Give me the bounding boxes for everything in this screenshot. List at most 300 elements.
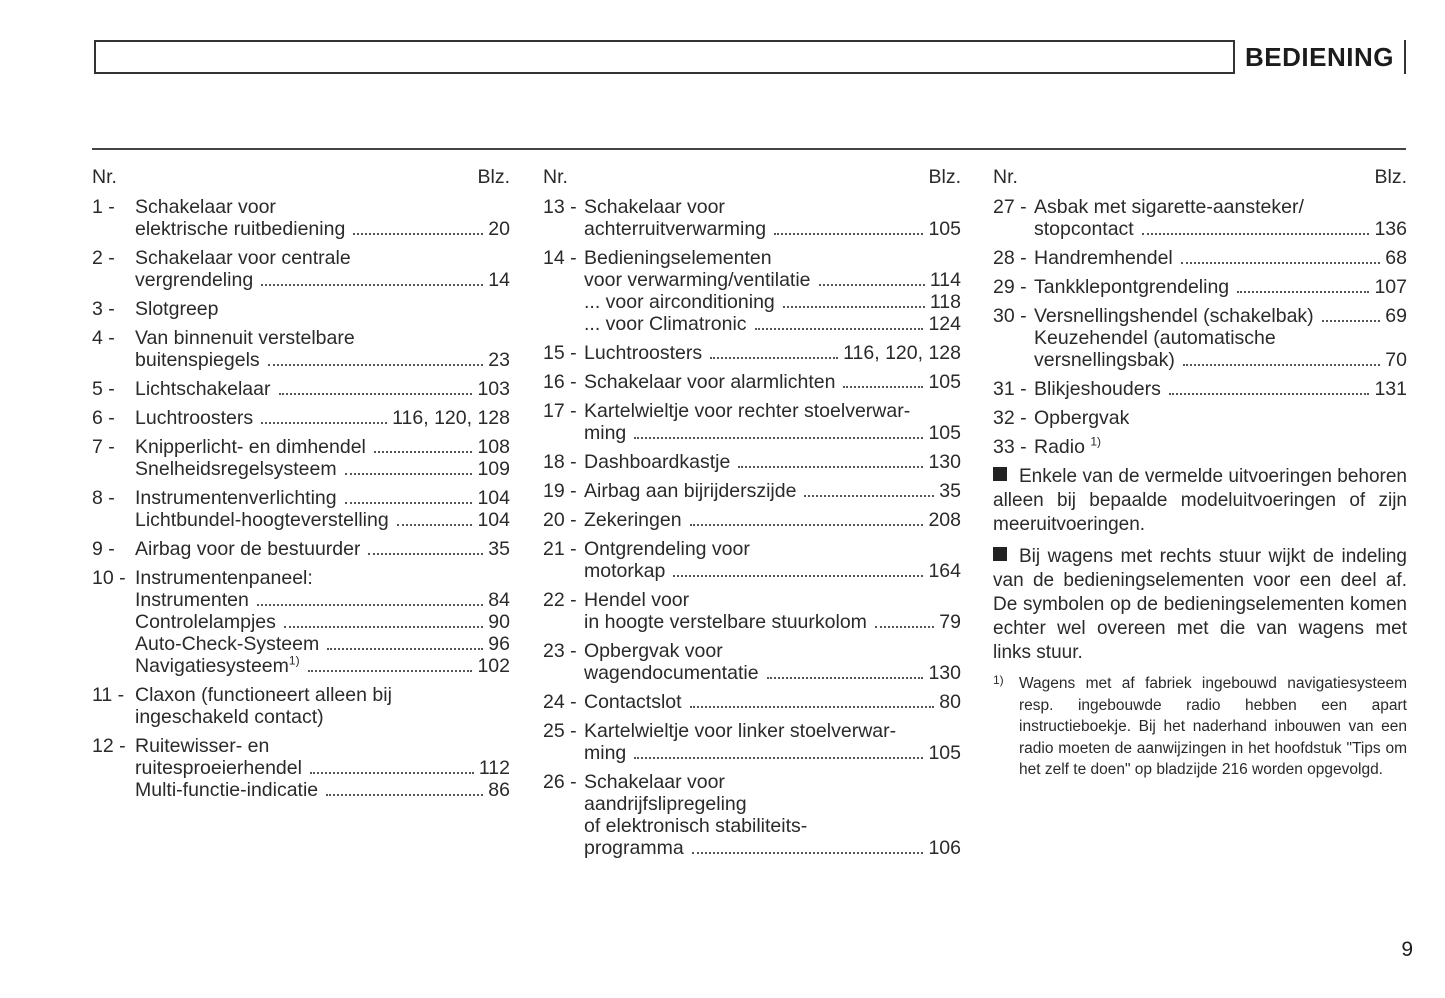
dot-leader bbox=[774, 233, 923, 235]
legend-entry bbox=[92, 684, 510, 728]
entry-label: Schakelaar voor alarmlichten bbox=[584, 371, 836, 393]
entry-body bbox=[1034, 436, 1407, 458]
dot-leader bbox=[374, 451, 473, 453]
page-ref: 105 bbox=[928, 422, 961, 444]
entry-label: Tankklepontgrendeling bbox=[1034, 276, 1230, 298]
blz-header: Blz. bbox=[1374, 166, 1407, 188]
entry-line bbox=[135, 684, 510, 706]
entry-number: 5 - bbox=[92, 378, 115, 400]
page-ref: 23 bbox=[488, 349, 510, 371]
entry-number: 29 - bbox=[993, 276, 1027, 298]
page-ref: 107 bbox=[1374, 276, 1407, 298]
page-ref: 103 bbox=[477, 378, 510, 400]
entry-text bbox=[135, 269, 253, 291]
entry-body bbox=[584, 400, 961, 444]
entry-text bbox=[135, 757, 302, 779]
entry-text bbox=[135, 247, 351, 269]
dot-leader bbox=[310, 772, 474, 774]
blz-header: Blz. bbox=[928, 166, 961, 188]
dot-leader bbox=[843, 386, 923, 388]
entry-number: 26 - bbox=[543, 771, 577, 793]
entry-line bbox=[584, 218, 961, 240]
entry-label: ingeschakeld contact) bbox=[135, 706, 324, 728]
entry-line bbox=[584, 560, 961, 582]
square-bullet-icon bbox=[993, 467, 1007, 481]
legend-entry bbox=[543, 400, 961, 444]
entry-text bbox=[135, 779, 318, 801]
page-ref: 80 bbox=[939, 691, 961, 713]
entry-label: achterruitverwarming bbox=[584, 218, 767, 240]
entry-number: 7 - bbox=[92, 436, 115, 458]
entry-text bbox=[135, 684, 392, 706]
page-ref: 68 bbox=[1385, 247, 1407, 269]
dot-leader bbox=[710, 357, 838, 359]
entry-label: Luchtroosters bbox=[135, 407, 254, 429]
entry-body bbox=[584, 480, 961, 502]
entry-label: of elektronisch stabiliteits- bbox=[584, 815, 808, 837]
dot-leader bbox=[397, 524, 473, 526]
nr-header: Nr. bbox=[543, 166, 568, 188]
page-ref: 84 bbox=[488, 589, 510, 611]
footnote bbox=[993, 673, 1407, 781]
footnote-ref: 1) bbox=[288, 655, 300, 668]
entry-text bbox=[135, 706, 324, 728]
entry-label: Airbag aan bijrijderszijde bbox=[584, 480, 797, 502]
entry-label: Multi-functie-indicatie bbox=[135, 779, 319, 801]
entry-text bbox=[135, 327, 355, 349]
entry-number: 31 - bbox=[993, 378, 1027, 400]
entry-body bbox=[135, 407, 510, 429]
page-ref: 69 bbox=[1385, 305, 1407, 327]
entry-line bbox=[584, 371, 961, 393]
dot-leader bbox=[1142, 233, 1370, 235]
dot-leader bbox=[738, 466, 923, 468]
legend-entries bbox=[993, 166, 1407, 458]
dot-leader bbox=[634, 437, 923, 439]
entry-line bbox=[135, 349, 510, 371]
entry-text bbox=[1034, 247, 1173, 269]
entry-text bbox=[584, 422, 626, 444]
entry-label: Kartelwieltje voor linker stoelverwar- bbox=[584, 720, 897, 742]
legend-entry bbox=[543, 720, 961, 764]
entry-label: Controlelampjes bbox=[135, 611, 276, 633]
entry-text bbox=[1034, 327, 1276, 349]
dot-leader bbox=[690, 524, 924, 526]
entry-text bbox=[135, 436, 366, 458]
entry-number: 22 - bbox=[543, 589, 577, 611]
entry-line bbox=[584, 509, 961, 531]
entry-number: 16 - bbox=[543, 371, 577, 393]
entry-text bbox=[135, 218, 345, 240]
entry-label: motorkap bbox=[584, 560, 666, 582]
entry-line bbox=[135, 218, 510, 240]
entry-label: elektrische ruitbediening bbox=[135, 218, 346, 240]
dot-leader bbox=[690, 706, 935, 708]
entry-body bbox=[135, 487, 510, 531]
entry-body bbox=[1034, 305, 1407, 371]
entry-number: 23 - bbox=[543, 640, 577, 662]
entry-text bbox=[135, 735, 269, 757]
entry-label: Slotgreep bbox=[135, 298, 219, 320]
legend-column-1 bbox=[92, 166, 510, 808]
page-ref: 130 bbox=[928, 451, 961, 473]
legend-entry bbox=[543, 342, 961, 364]
entry-label: vergrendeling bbox=[135, 269, 254, 291]
dot-leader bbox=[268, 364, 484, 366]
legend-entry bbox=[92, 298, 510, 320]
entry-label: Claxon (functioneert alleen bij bbox=[135, 684, 392, 706]
legend-entry bbox=[993, 436, 1407, 458]
entry-text bbox=[584, 560, 665, 582]
entry-line bbox=[135, 735, 510, 757]
entry-line bbox=[135, 458, 510, 480]
dot-leader bbox=[875, 626, 934, 628]
legend-entry bbox=[92, 567, 510, 677]
page-ref: 90 bbox=[488, 611, 510, 633]
legend-entry bbox=[92, 735, 510, 801]
entry-body bbox=[135, 247, 510, 291]
page-ref: 20 bbox=[488, 218, 510, 240]
entry-line bbox=[135, 589, 510, 611]
entry-text bbox=[584, 640, 723, 662]
legend-column-2 bbox=[543, 166, 961, 866]
entry-text bbox=[584, 400, 910, 422]
entry-label: Instrumentenverlichting bbox=[135, 487, 337, 509]
entry-number: 25 - bbox=[543, 720, 577, 742]
entry-label: Navigatiesysteem bbox=[135, 655, 289, 677]
entry-line bbox=[584, 837, 961, 859]
entry-line bbox=[1034, 218, 1407, 240]
page-ref: 131 bbox=[1374, 378, 1407, 400]
entry-label: in hoogte verstelbare stuurkolom bbox=[584, 611, 867, 633]
entry-line bbox=[135, 407, 510, 429]
dot-leader bbox=[1322, 320, 1381, 322]
entry-text bbox=[584, 662, 759, 684]
legend-entry bbox=[993, 276, 1407, 298]
entry-line bbox=[135, 611, 510, 633]
entry-text bbox=[584, 342, 702, 364]
nr-header: Nr. bbox=[92, 166, 117, 188]
page-ref: 130 bbox=[928, 662, 961, 684]
page-ref: 86 bbox=[488, 779, 510, 801]
entry-label: Instrumentenpaneel: bbox=[135, 567, 313, 589]
entry-line bbox=[135, 269, 510, 291]
page-ref: 164 bbox=[928, 560, 961, 582]
entry-body bbox=[135, 436, 510, 480]
entry-number: 10 - bbox=[92, 567, 126, 589]
entry-line bbox=[584, 342, 961, 364]
dot-leader bbox=[261, 422, 387, 424]
legend-entry bbox=[92, 327, 510, 371]
legend-entry bbox=[92, 487, 510, 531]
entry-label: Schakelaar voor centrale bbox=[135, 247, 351, 269]
entry-label: Ontgrendeling voor bbox=[584, 538, 750, 560]
entry-number: 1 - bbox=[92, 196, 115, 218]
entry-number: 27 - bbox=[993, 196, 1027, 218]
dot-leader bbox=[1181, 262, 1381, 264]
dot-leader bbox=[345, 502, 473, 504]
entry-number: 17 - bbox=[543, 400, 577, 422]
entry-line bbox=[584, 691, 961, 713]
square-bullet-icon bbox=[993, 547, 1007, 561]
entry-line bbox=[135, 706, 510, 728]
entry-text bbox=[1034, 436, 1101, 458]
entry-body bbox=[135, 684, 510, 728]
entry-line bbox=[135, 509, 510, 531]
entry-body bbox=[584, 771, 961, 859]
dot-leader bbox=[368, 553, 483, 555]
entry-label: Radio bbox=[1034, 436, 1091, 458]
dot-leader bbox=[1183, 364, 1380, 366]
entry-number: 13 - bbox=[543, 196, 577, 218]
entry-label: ruitesproeierhendel bbox=[135, 757, 302, 779]
legend-entry bbox=[993, 196, 1407, 240]
entry-text bbox=[584, 771, 725, 793]
page-ref: 109 bbox=[477, 458, 510, 480]
entry-number: 32 - bbox=[993, 407, 1027, 429]
entry-line bbox=[135, 378, 510, 400]
entry-line bbox=[584, 269, 961, 291]
dot-leader bbox=[819, 284, 925, 286]
legend-entry bbox=[993, 378, 1407, 400]
entry-text bbox=[584, 538, 750, 560]
entry-line bbox=[584, 742, 961, 764]
page-ref: 35 bbox=[939, 480, 961, 502]
entry-label: Schakelaar voor bbox=[135, 196, 276, 218]
entry-line bbox=[135, 487, 510, 509]
entry-line bbox=[1034, 305, 1407, 327]
page-ref: 96 bbox=[488, 633, 510, 655]
page-number: 9 bbox=[1401, 938, 1413, 961]
dot-leader bbox=[279, 393, 473, 395]
dot-leader bbox=[261, 284, 483, 286]
entry-body bbox=[584, 640, 961, 684]
entry-body bbox=[135, 567, 510, 677]
entry-text bbox=[584, 371, 835, 393]
entry-body bbox=[584, 538, 961, 582]
entry-number: 14 - bbox=[543, 247, 577, 269]
entry-text bbox=[135, 458, 337, 480]
entry-label: Luchtroosters bbox=[584, 342, 703, 364]
entry-number: 11 - bbox=[92, 684, 125, 706]
entry-label: Dashboardkastje bbox=[584, 451, 731, 473]
page-ref: 136 bbox=[1374, 218, 1407, 240]
entry-label: ming bbox=[584, 742, 627, 764]
entry-line bbox=[1034, 407, 1407, 429]
column-header bbox=[543, 166, 961, 188]
dot-leader bbox=[755, 328, 924, 330]
entry-body bbox=[1034, 276, 1407, 298]
entry-text bbox=[584, 291, 775, 313]
entry-text bbox=[584, 313, 747, 335]
legend-entry bbox=[92, 378, 510, 400]
entry-line bbox=[1034, 276, 1407, 298]
entry-label: Versnellingshendel (schakelbak) bbox=[1034, 305, 1314, 327]
legend-entry bbox=[92, 436, 510, 480]
dot-leader bbox=[804, 495, 934, 497]
entry-number: 19 - bbox=[543, 480, 577, 502]
entry-line bbox=[1034, 436, 1407, 458]
entry-label: Contactslot bbox=[584, 691, 682, 713]
page-ref: 105 bbox=[928, 371, 961, 393]
footnote-ref: 1) bbox=[1090, 436, 1102, 449]
entry-text bbox=[584, 218, 766, 240]
entry-line bbox=[584, 313, 961, 335]
entry-number: 9 - bbox=[92, 538, 115, 560]
page-ref: 35 bbox=[488, 538, 510, 560]
entry-text bbox=[584, 691, 682, 713]
entry-text bbox=[135, 611, 276, 633]
entry-line bbox=[135, 538, 510, 560]
page-ref: 108 bbox=[477, 436, 510, 458]
entry-text bbox=[135, 407, 253, 429]
entry-line bbox=[135, 633, 510, 655]
entry-line bbox=[584, 771, 961, 793]
entry-body bbox=[135, 378, 510, 400]
legend-column-3 bbox=[993, 166, 1407, 781]
entry-text bbox=[584, 611, 867, 633]
page-ref: 102 bbox=[477, 655, 510, 677]
entry-line bbox=[135, 436, 510, 458]
entry-number: 33 - bbox=[993, 436, 1027, 458]
entry-line bbox=[1034, 196, 1407, 218]
entry-label: Airbag voor de bestuurder bbox=[135, 538, 361, 560]
entry-line bbox=[584, 247, 961, 269]
entry-number: 15 - bbox=[543, 342, 577, 364]
entry-label: Van binnenuit verstelbare bbox=[135, 327, 355, 349]
entry-body bbox=[584, 342, 961, 364]
dot-leader bbox=[692, 852, 924, 854]
entry-body bbox=[584, 247, 961, 335]
entry-body bbox=[584, 509, 961, 531]
legend-entry bbox=[993, 407, 1407, 429]
entry-text bbox=[135, 509, 389, 531]
entry-line bbox=[584, 589, 961, 611]
page-ref: 118 bbox=[929, 291, 961, 313]
entry-line bbox=[584, 422, 961, 444]
dot-leader bbox=[767, 677, 924, 679]
dot-leader bbox=[783, 306, 925, 308]
entry-text bbox=[584, 451, 730, 473]
entry-body bbox=[1034, 247, 1407, 269]
entry-label: Schakelaar voor bbox=[584, 196, 725, 218]
entry-line bbox=[584, 480, 961, 502]
entry-label: Snelheidsregelsysteem bbox=[135, 458, 337, 480]
entry-text bbox=[584, 720, 896, 742]
entry-number: 2 - bbox=[92, 247, 115, 269]
entry-line bbox=[1034, 327, 1407, 349]
page-ref: 104 bbox=[477, 509, 510, 531]
entry-label: stopcontact bbox=[1034, 218, 1134, 240]
entry-line bbox=[1034, 378, 1407, 400]
entry-line bbox=[584, 662, 961, 684]
legend-entry bbox=[92, 196, 510, 240]
entry-line bbox=[584, 815, 961, 837]
entry-text bbox=[135, 349, 260, 371]
footnote-mark: 1) bbox=[993, 673, 1004, 687]
entry-text bbox=[1034, 378, 1161, 400]
entry-body bbox=[1034, 196, 1407, 240]
page-ref: 116, 120, 128 bbox=[392, 407, 510, 429]
legend-entry bbox=[543, 196, 961, 240]
entry-number: 4 - bbox=[92, 327, 115, 349]
entry-text bbox=[584, 509, 682, 531]
entry-line bbox=[135, 298, 510, 320]
entry-label: Zekeringen bbox=[584, 509, 682, 531]
entry-text bbox=[1034, 349, 1175, 371]
entry-number: 20 - bbox=[543, 509, 577, 531]
entry-label: ming bbox=[584, 422, 627, 444]
entry-text bbox=[584, 196, 725, 218]
entry-line bbox=[584, 196, 961, 218]
entry-number: 28 - bbox=[993, 247, 1027, 269]
entry-label: programma bbox=[584, 837, 684, 859]
legend-entry bbox=[543, 371, 961, 393]
entry-text bbox=[584, 480, 796, 502]
entry-line bbox=[1034, 247, 1407, 269]
note-1: Enkele van de vermelde uitvoeringen behoren alleen bij bepaalde modeluitvoeringen of zijn meeruitvoeringen. bbox=[993, 466, 1407, 535]
page-ref: 114 bbox=[929, 269, 961, 291]
page-ref: 106 bbox=[928, 837, 961, 859]
entry-label: Ruitewisser- en bbox=[135, 735, 270, 757]
legend-entry bbox=[543, 480, 961, 502]
entry-number: 21 - bbox=[543, 538, 577, 560]
page-ref: 105 bbox=[928, 742, 961, 764]
page-ref: 105 bbox=[928, 218, 961, 240]
entry-line bbox=[135, 655, 510, 677]
entry-line bbox=[135, 779, 510, 801]
entry-text bbox=[135, 589, 249, 611]
entry-line bbox=[584, 400, 961, 422]
page-ref: 104 bbox=[477, 487, 510, 509]
entry-body bbox=[1034, 378, 1407, 400]
page-ref: 79 bbox=[939, 611, 961, 633]
entry-text bbox=[135, 378, 271, 400]
entry-text bbox=[584, 589, 689, 611]
entry-number: 12 - bbox=[92, 735, 126, 757]
entry-label: Schakelaar voor bbox=[584, 771, 725, 793]
legend-entry bbox=[543, 509, 961, 531]
entry-label: Blikjeshouders bbox=[1034, 378, 1161, 400]
section-title: BEDIENING bbox=[1233, 40, 1404, 74]
entry-label: Auto-Check-Systeem bbox=[135, 633, 320, 655]
dot-leader bbox=[326, 794, 483, 796]
legend-entry bbox=[543, 771, 961, 859]
legend-entry bbox=[543, 691, 961, 713]
entry-label: Lichtbundel-hoogteverstelling bbox=[135, 509, 389, 531]
entry-text bbox=[1034, 218, 1134, 240]
dot-leader bbox=[345, 473, 473, 475]
entry-label: Opbergvak bbox=[1034, 407, 1130, 429]
entry-line bbox=[135, 567, 510, 589]
entry-line bbox=[584, 538, 961, 560]
entry-line bbox=[584, 611, 961, 633]
entry-text bbox=[1034, 276, 1229, 298]
entry-body bbox=[584, 720, 961, 764]
entry-line bbox=[135, 327, 510, 349]
entry-label: Asbak met sigarette-aansteker/ bbox=[1034, 196, 1304, 218]
page-ref: 112 bbox=[478, 757, 510, 779]
entry-text bbox=[135, 633, 319, 655]
entry-label: Hendel voor bbox=[584, 589, 690, 611]
entry-text bbox=[135, 538, 360, 560]
entry-text bbox=[135, 298, 218, 320]
dot-leader bbox=[257, 604, 483, 606]
entry-body bbox=[135, 196, 510, 240]
entry-text bbox=[584, 837, 684, 859]
entry-line bbox=[584, 451, 961, 473]
nr-header: Nr. bbox=[993, 166, 1018, 188]
